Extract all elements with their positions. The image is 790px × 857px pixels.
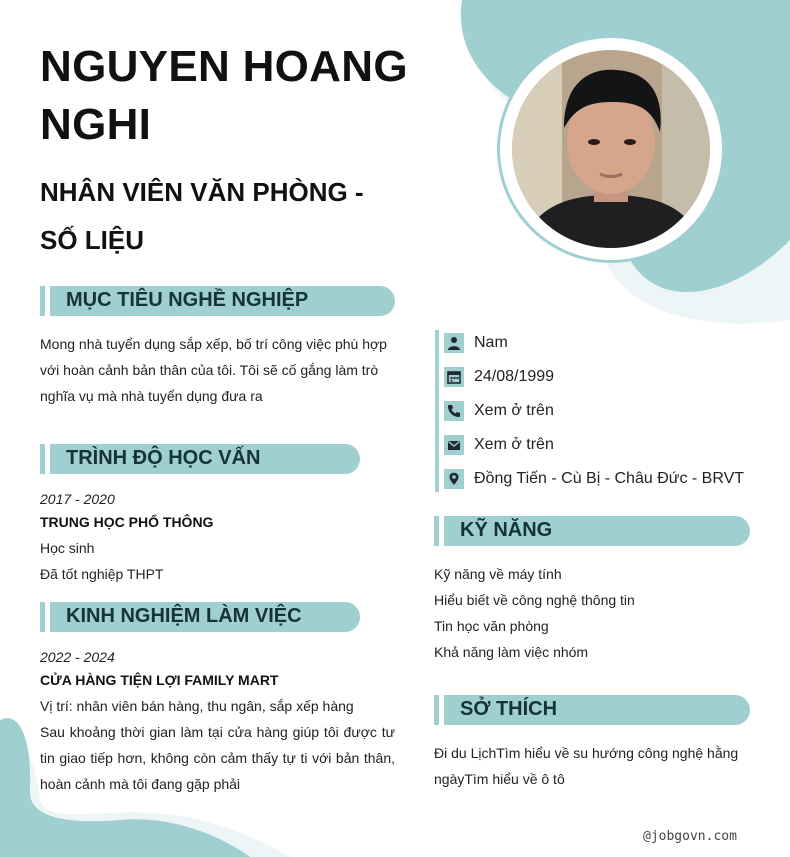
section-title: TRÌNH ĐỘ HỌC VẤN <box>66 447 261 469</box>
phone-icon <box>444 401 464 421</box>
experience-company: CỬA HÀNG TIỆN LỢI FAMILY MART <box>40 672 279 688</box>
profile-photo-frame <box>500 38 722 260</box>
skill-item: Kỹ năng về máy tính <box>434 566 562 582</box>
education-school: TRUNG HỌC PHỔ THÔNG <box>40 514 214 530</box>
experience-period: 2022 - 2024 <box>40 649 115 665</box>
address-value: Đồng Tiến - Cù Bị - Châu Đức - BRVT <box>474 470 745 487</box>
education-period: 2017 - 2020 <box>40 491 115 507</box>
person-icon <box>444 333 464 353</box>
hobbies-line-2: ngàyTìm hiểu về ô tô <box>434 771 565 787</box>
calendar-icon <box>444 367 464 387</box>
skill-item: Tin học văn phòng <box>434 618 549 634</box>
gender-value: Nam <box>474 334 508 351</box>
email-icon <box>444 435 464 455</box>
phone-value[interactable]: Xem ở trên <box>474 402 554 419</box>
name-line-1: NGUYEN HOANG <box>40 42 408 91</box>
education-note: Đã tốt nghiệp THPT <box>40 566 164 582</box>
profile-photo <box>512 50 710 248</box>
section-title: KỸ NĂNG <box>460 519 553 541</box>
experience-position: Vị trí: nhân viên bán hàng, thu ngân, sắp xếp hàng <box>40 698 354 714</box>
section-header-objective <box>50 286 395 316</box>
job-title-line-2: SỐ LIỆU <box>40 225 145 255</box>
section-header-skills <box>444 516 750 546</box>
section-header-education <box>50 444 360 474</box>
education-major: Học sinh <box>40 540 95 556</box>
candidate-name <box>40 38 460 154</box>
experience-description: Sau khoảng thời gian làm tại cửa hàng giúp tôi được tư tin giao tiếp hơn, không còn cảm thấy tự ti với bản thân, hoàn cảnh mà tôi đang gặp phải <box>40 724 395 792</box>
contact-accent-bar <box>435 330 439 492</box>
job-title-line-1: NHÂN VIÊN VĂN PHÒNG - <box>40 177 364 207</box>
watermark: @jobgovn.com <box>643 829 737 844</box>
objective-text: Mong nhà tuyển dụng sắp xếp, bố trí công việc phù hợp với hoàn cảnh bản thân của tôi. Tôi sẽ cố gắng làm trò nghĩa vụ mà nhà tuyển dụng đưa ra <box>40 336 387 404</box>
skill-item: Khả năng làm việc nhóm <box>434 644 589 660</box>
section-header-experience <box>50 602 360 632</box>
section-title: SỞ THÍCH <box>460 698 558 720</box>
skill-item: Hiểu biết về công nghệ thông tin <box>434 592 635 608</box>
section-header-hobbies <box>444 695 750 725</box>
name-line-2: NGHI <box>40 100 152 149</box>
email-value[interactable]: Xem ở trên <box>474 436 554 453</box>
location-pin-icon <box>444 469 464 489</box>
section-title: MỤC TIÊU NGHỀ NGHIỆP <box>66 289 309 311</box>
section-title: KINH NGHIỆM LÀM VIỆC <box>66 605 302 627</box>
birthday-value: 24/08/1999 <box>474 368 555 385</box>
portrait-illustration <box>512 50 710 248</box>
job-title <box>40 168 440 264</box>
hobbies-line-1: Đi du LịchTìm hiểu về su hướng công nghệ hằng <box>434 745 739 761</box>
